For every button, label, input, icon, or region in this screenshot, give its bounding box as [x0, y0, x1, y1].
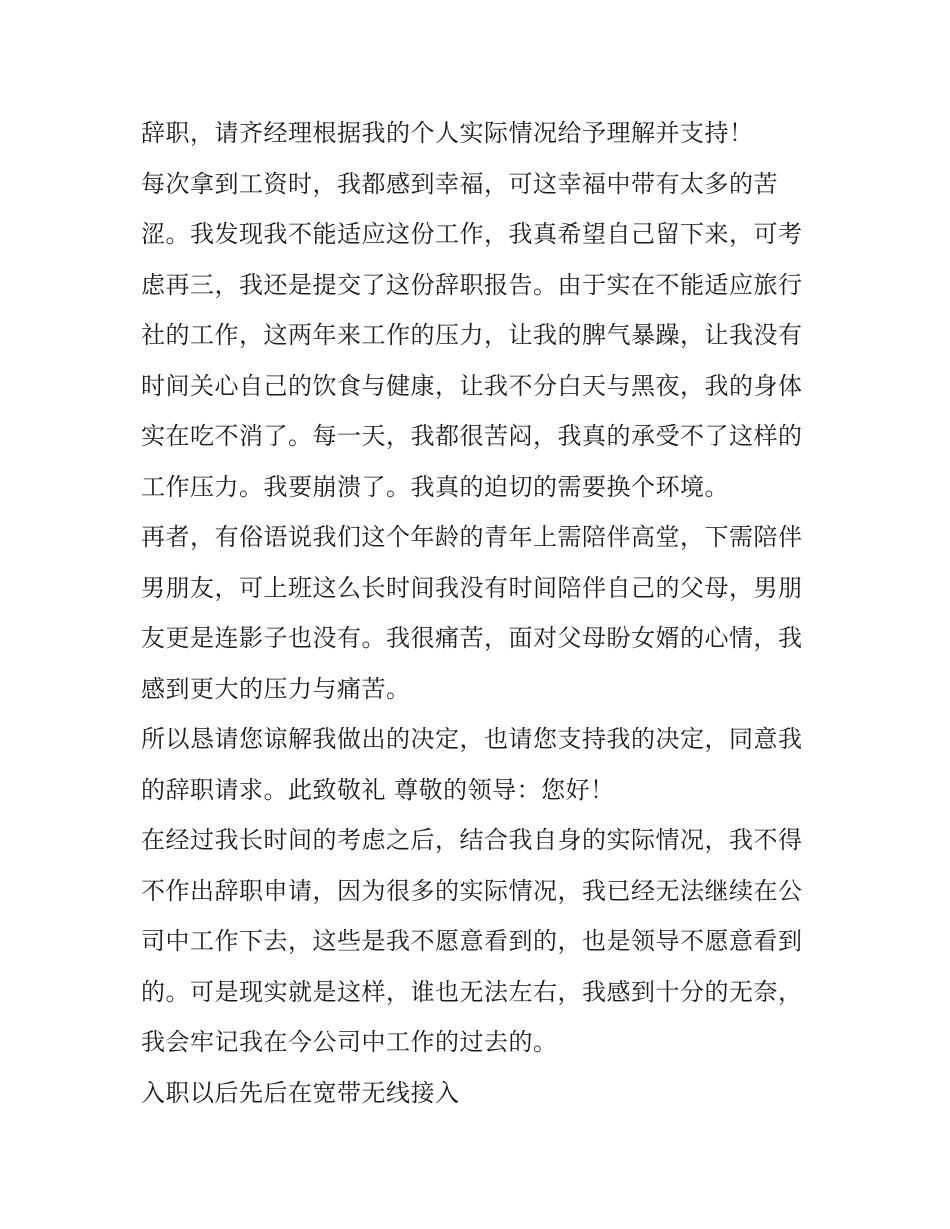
paragraph-2: 每次拿到工资时，我都感到幸福，可这幸福中带有太多的苦涩。我发现我不能适应这份工作，我真希望自己留下来，可考虑再三，我还是提交了这份辞职报告。由于实在不能适应旅行社的工作，这两年来工作的压力，让我的脾气暴躁，让我没有时间关心自己的饮食与健康，让我不分白天与黑夜，我的身体实在吃不消了。每一天，我都很苦闷，我真的承受不了这样的工作压力。我要崩溃了。我真的迫切的需要换个环境。	[141, 169, 803, 501]
paragraph-4: 所以恳请您谅解我做出的决定，也请您支持我的决定，同意我的辞职请求。此致敬礼 尊敬的领导：您好！	[141, 725, 803, 804]
paragraph-1: 辞职，请齐经理根据我的个人实际情况给予理解并支持！	[141, 119, 754, 147]
paragraph-3: 再者，有俗语说我们这个年龄的青年上需陪伴高堂，下需陪伴男朋友，可上班这么长时间我没有时间陪伴自己的父母，男朋友更是连影子也没有。我很痛苦，面对父母盼女婿的心情，我感到更大的压力与痛苦。	[141, 523, 803, 703]
paragraph-5: 在经过我长时间的考虑之后，结合我自身的实际情况，我不得不作出辞职申请，因为很多的实际情况，我已经无法继续在公司中工作下去，这些是我不愿意看到的，也是领导不愿意看到的。可是现实就是这样，谁也无法左右，我感到十分的无奈，我会牢记我在今公司中工作的过去的。	[141, 826, 803, 1056]
document-body	[141, 108, 813, 1118]
paragraph-6: 入职以后先后在宽带无线接入	[141, 1078, 460, 1107]
